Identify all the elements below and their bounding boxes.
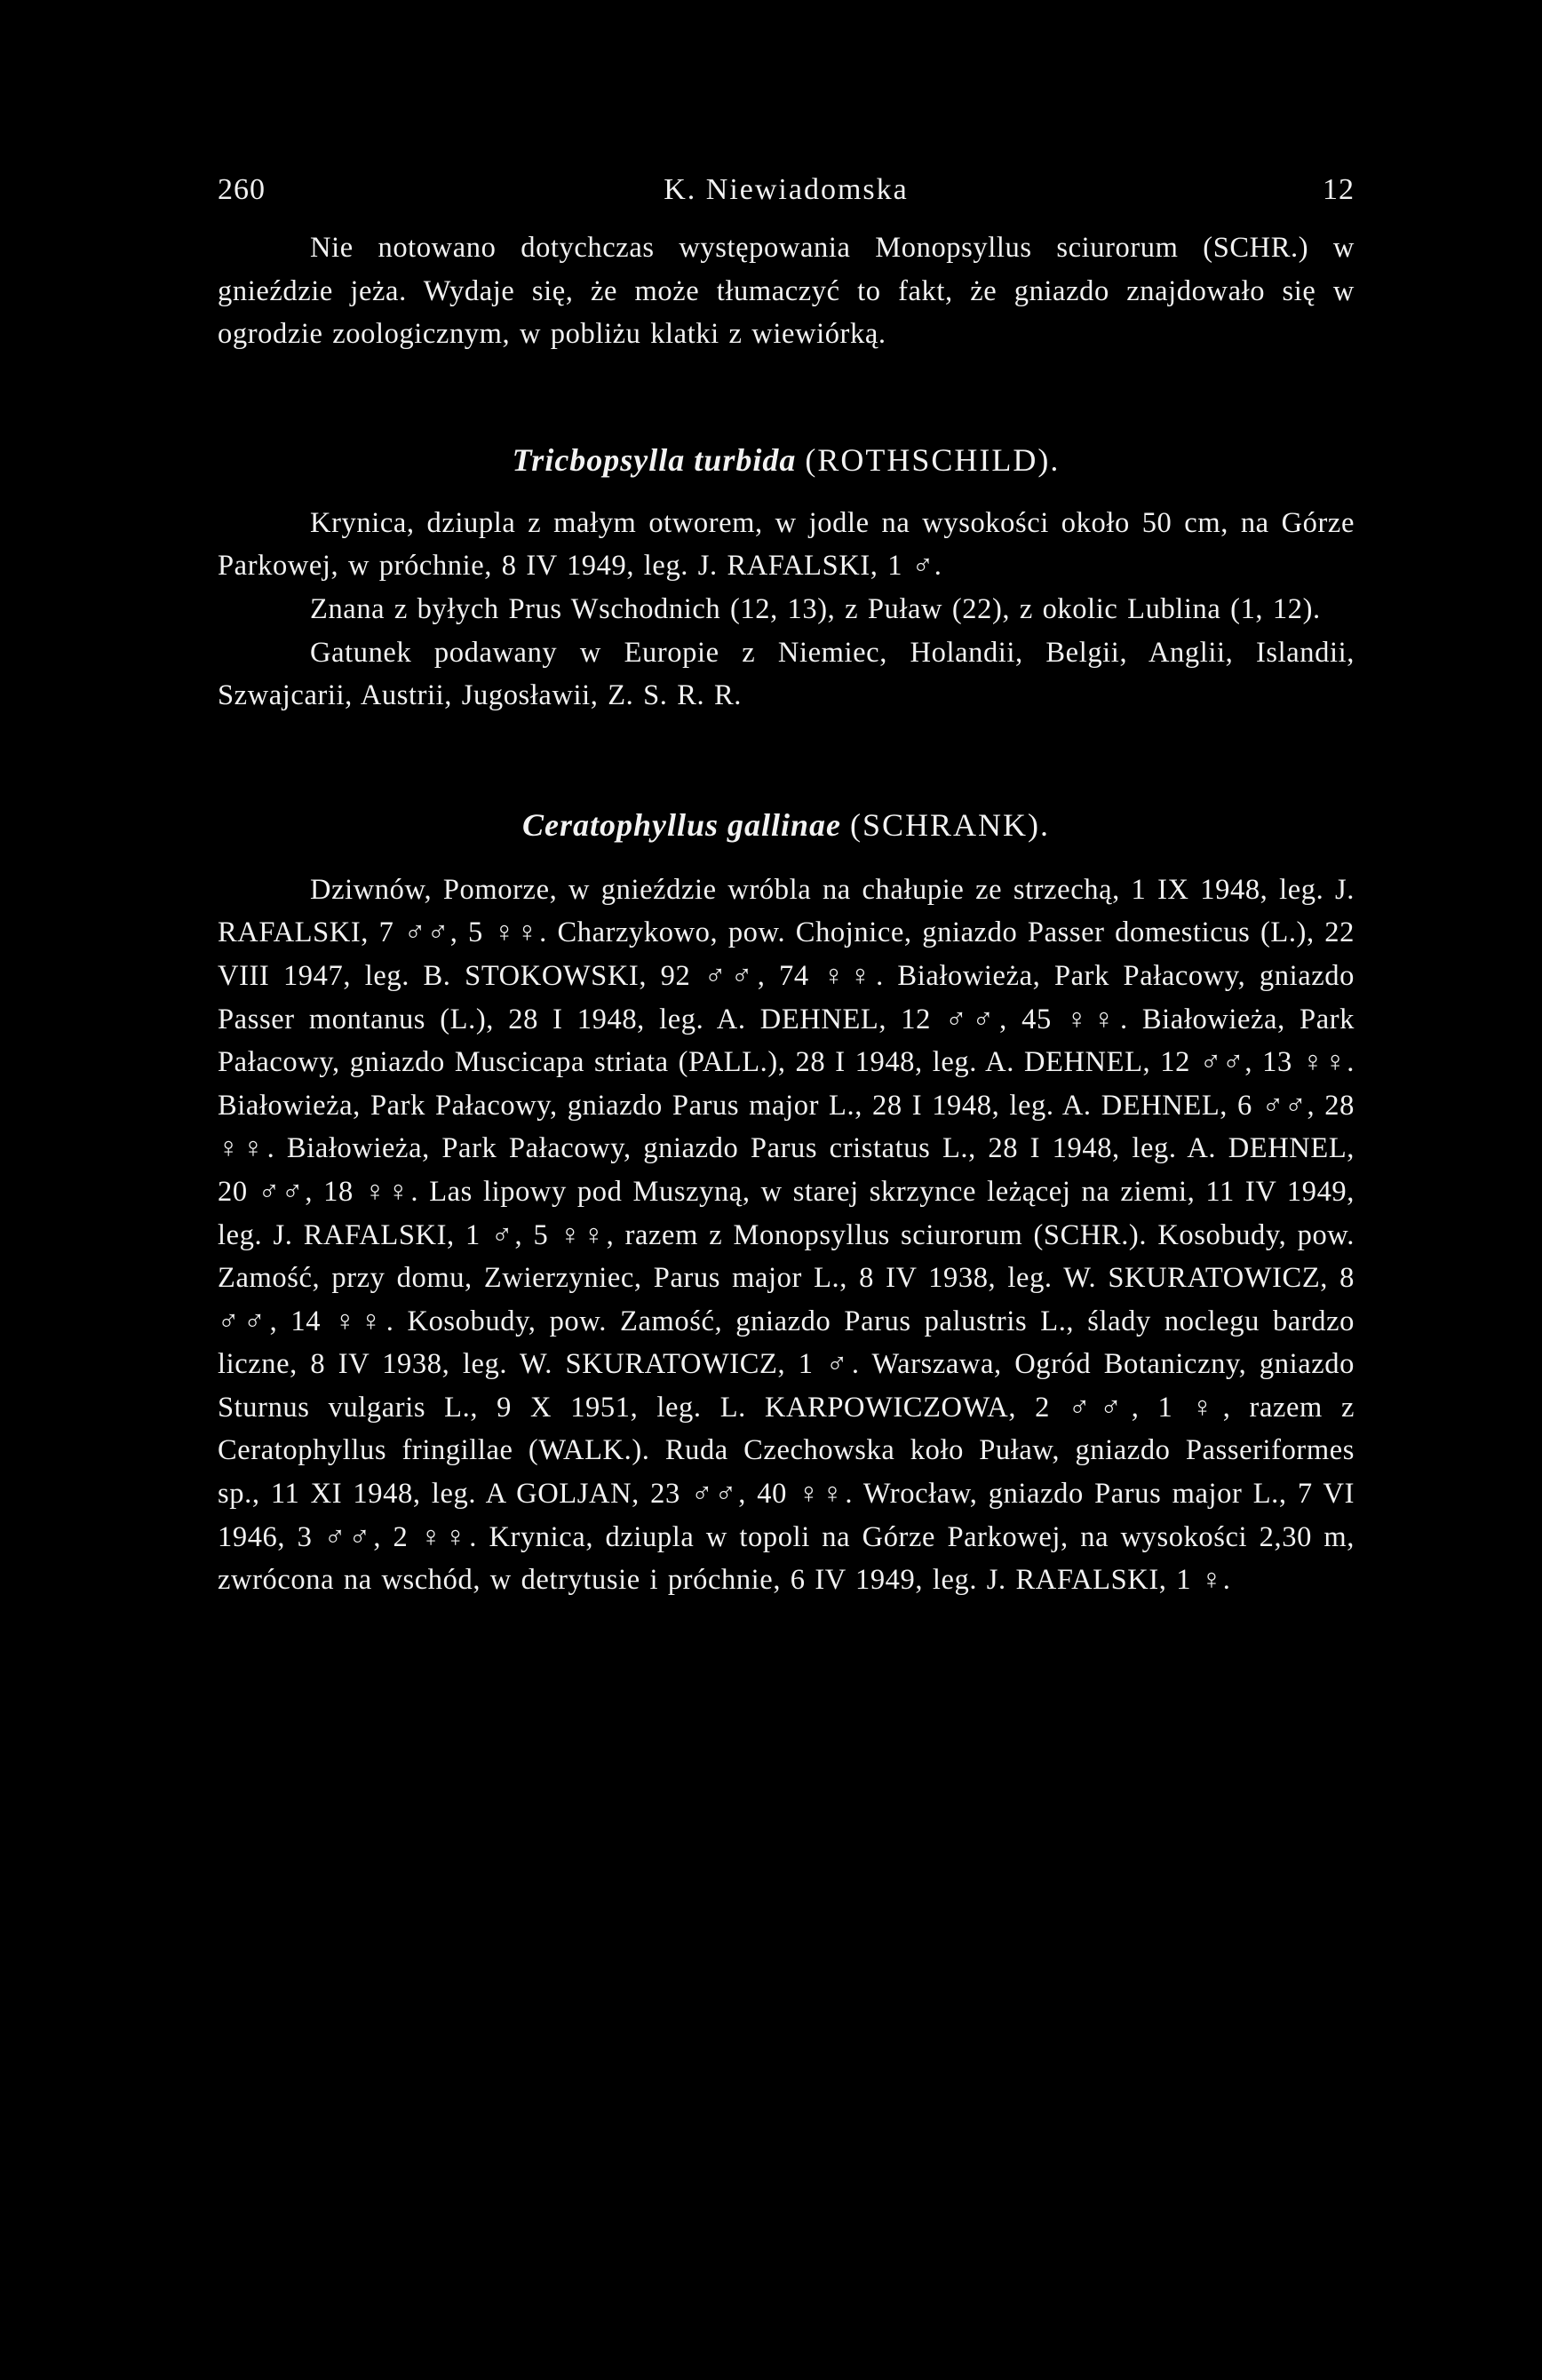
section-heading-ceratophyllus xyxy=(218,803,1355,847)
records-paragraph: Dziwnów, Pomorze, w gnieździe wróbla na chałupie ze strzechą, 1 IX 1948, leg. J. RAFALSKI, 7 ♂♂, 5 ♀♀. Charzykowo, pow. Chojnice, gniazdo Passer domesticus (L.), 22 VIII 1947, leg. B. STOKOWSKI, 92 ♂♂, 74 ♀♀. Białowieża, Park Pałacowy, gniazdo Passer montanus (L.), 28 I 1948, leg. A. DEHNEL, 12 ♂♂, 45 ♀♀. Białowieża, Park Pałacowy, gniazdo Muscicapa striata (PALL.), 28 I 1948, leg. A. DEHNEL, 12 ♂♂, 13 ♀♀. Białowieża, Park Pałacowy, gniazdo Parus major L., 28 I 1948, leg. A. DEHNEL, 6 ♂♂, 28 ♀♀. Białowieża, Park Pałacowy, gniazdo Parus cristatus L., 28 I 1948, leg. A. DEHNEL, 20 ♂♂, 18 ♀♀. Las lipowy pod Muszyną, w starej skrzynce leżącej na ziemi, 11 IV 1949, leg. J. RAFALSKI, 1 ♂, 5 ♀♀, razem z Monopsyllus sciurorum (SCHR.). Kosobudy, pow. Zamość, przy domu, Zwierzyniec, Parus major L., 8 IV 1938, leg. W. SKURATOWICZ, 8 ♂♂, 14 ♀♀. Kosobudy, pow. Zamość, gniazdo Parus palustris L., ślady noclegu bardzo liczne, 8 IV 1938, leg. W. SKURATOWICZ, 1 ♂. Warszawa, Ogród Botaniczny, gniazdo Sturnus vulgaris L., 9 X 1951, leg. L. KARPOWICZOWA, 2 ♂♂, 1 ♀, razem z Ceratophyllus fringillae (WALK.). Ruda Czechowska koło Puław, gniazdo Passeriformes sp., 11 XI 1948, leg. A GOLJAN, 23 ♂♂, 40 ♀♀. Wrocław, gniazdo Parus major L., 7 VI 1946, 3 ♂♂, 2 ♀♀. Krynica, dziupla w topoli na Górze Parkowej, na wysokości 2,30 m, zwrócona na wschód, w detrytusie i próchnie, 6 IV 1949, leg. J. RAFALSKI, 1 ♀. xyxy=(218,873,1355,1597)
locality-paragraph: Krynica, dziupla z małym otworem, w jodle na wysokości około 50 cm, na Górze Parkowej, w próchnie, 8 IV 1949, leg. J. RAFALSKI, 1 ♂. xyxy=(218,506,1355,583)
distribution-paragraph: Znana z byłych Prus Wschodnich (12, 13), z Puław (22), z okolic Lublina (1, 12). xyxy=(310,592,1321,625)
heading-genus: Tricbopsylla xyxy=(512,441,686,478)
heading-genus: Ceratophyllus xyxy=(521,806,719,843)
section-heading-trichopsylla xyxy=(218,438,1355,482)
heading-author: (SCHRANK). xyxy=(850,806,1051,843)
running-head xyxy=(218,173,1355,226)
heading-species: gallinae xyxy=(727,806,842,843)
heading-species: turbida xyxy=(694,441,797,478)
document-page xyxy=(218,173,1355,1602)
issue-number: 12 xyxy=(1323,173,1355,206)
intro-paragraph: Nie notowano dotychczas występowania Monopsyllus sciurorum (SCHR.) w gnieździe jeża. Wydaje się, że może tłumaczyć to fakt, że gniazdo znajdowało się w ogrodzie zoologicznym, w pobliżu klatki z wiewiórką. xyxy=(218,232,1355,351)
page-number: 260 xyxy=(218,173,266,206)
running-head-author: K. Niewiadomska xyxy=(664,173,909,206)
heading-author: (ROTHSCHILD). xyxy=(805,441,1061,478)
range-paragraph: Gatunek podawany w Europie z Niemiec, Holandii, Belgii, Anglii, Islandii, Szwajcarii, Austrii, Jugosławii, Z. S. R. R. xyxy=(218,636,1355,712)
